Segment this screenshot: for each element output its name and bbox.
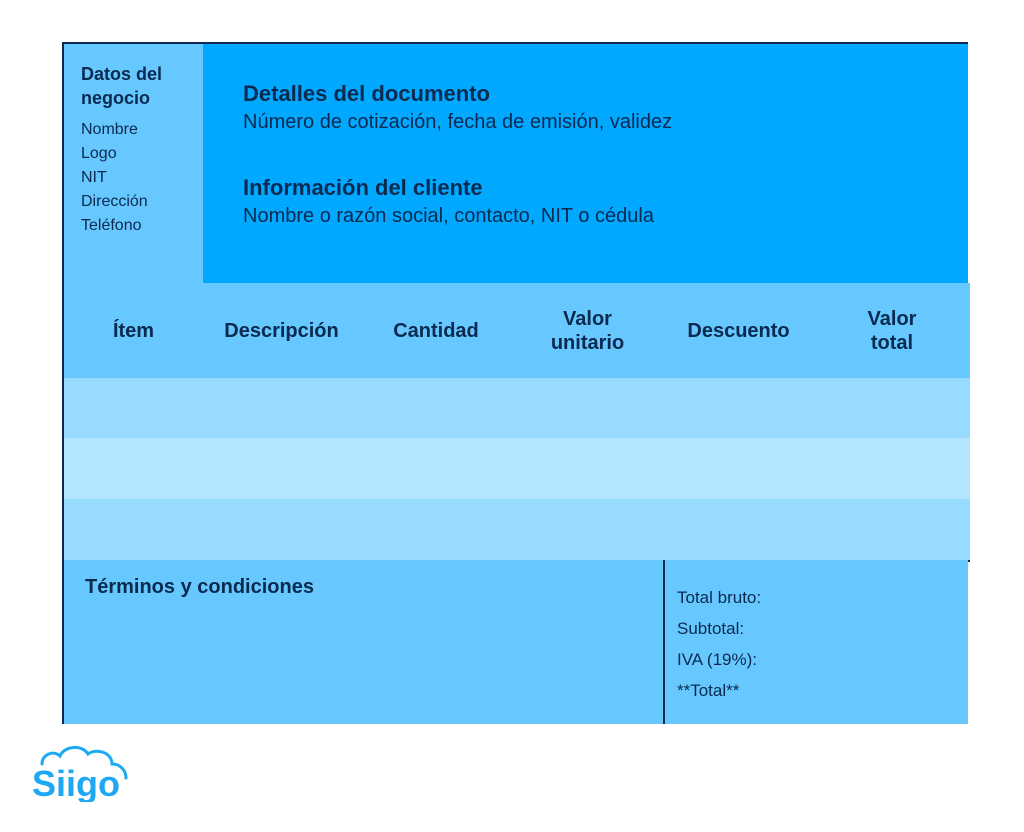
table-cell [663, 438, 816, 501]
totals-section [663, 560, 968, 724]
subtotal-label: Subtotal: [677, 619, 745, 638]
table-cell [64, 378, 205, 440]
column-header-discount: Descuento [663, 283, 816, 380]
table-cell [814, 378, 970, 440]
table-cell [663, 499, 816, 562]
client-info-title: Información del cliente [243, 175, 483, 200]
document-details-title: Detalles del documento [243, 81, 490, 106]
table-cell [360, 378, 514, 440]
business-field-nit: NIT [81, 169, 107, 186]
column-header-unit-value: Valor unitario [512, 283, 665, 380]
column-header-total-value: Valor total [814, 283, 970, 380]
table-cell [814, 438, 970, 501]
table-cell [512, 438, 665, 501]
table-cell [203, 438, 362, 501]
table-cell [203, 499, 362, 562]
business-field-logo: Logo [81, 145, 117, 162]
column-header-quantity: Cantidad [360, 283, 514, 380]
business-data-title: Datos del negocio [81, 64, 163, 108]
column-header-item: Ítem [64, 283, 205, 380]
document-details-section [203, 44, 968, 285]
cloud-icon [28, 742, 138, 802]
table-cell [360, 499, 514, 562]
total-gross-label: Total bruto: [677, 588, 762, 607]
table-cell [512, 499, 665, 562]
table-cell [203, 378, 362, 440]
table-cell [814, 499, 970, 562]
column-header-description: Descripción [203, 283, 362, 380]
vat-label: IVA (19%): [677, 650, 757, 669]
svg-text:Siigo: Siigo [32, 763, 120, 802]
terms-title: Términos y condiciones [85, 576, 314, 598]
table-cell [663, 378, 816, 440]
siigo-logo [28, 742, 138, 802]
terms-section [64, 560, 665, 724]
table-cell [64, 438, 205, 501]
grand-total-label: **Total** [677, 681, 740, 700]
table-cell [64, 499, 205, 562]
business-field-phone: Teléfono [81, 217, 142, 234]
quotation-template [62, 42, 968, 724]
client-info-text: Nombre o razón social, contacto, NIT o cédula [243, 205, 654, 227]
business-field-name: Nombre [81, 121, 138, 138]
table-cell [360, 438, 514, 501]
business-field-address: Dirección [81, 193, 148, 210]
business-data-section [64, 44, 205, 285]
document-details-text: Número de cotización, fecha de emisión, validez [243, 111, 673, 133]
table-cell [512, 378, 665, 440]
